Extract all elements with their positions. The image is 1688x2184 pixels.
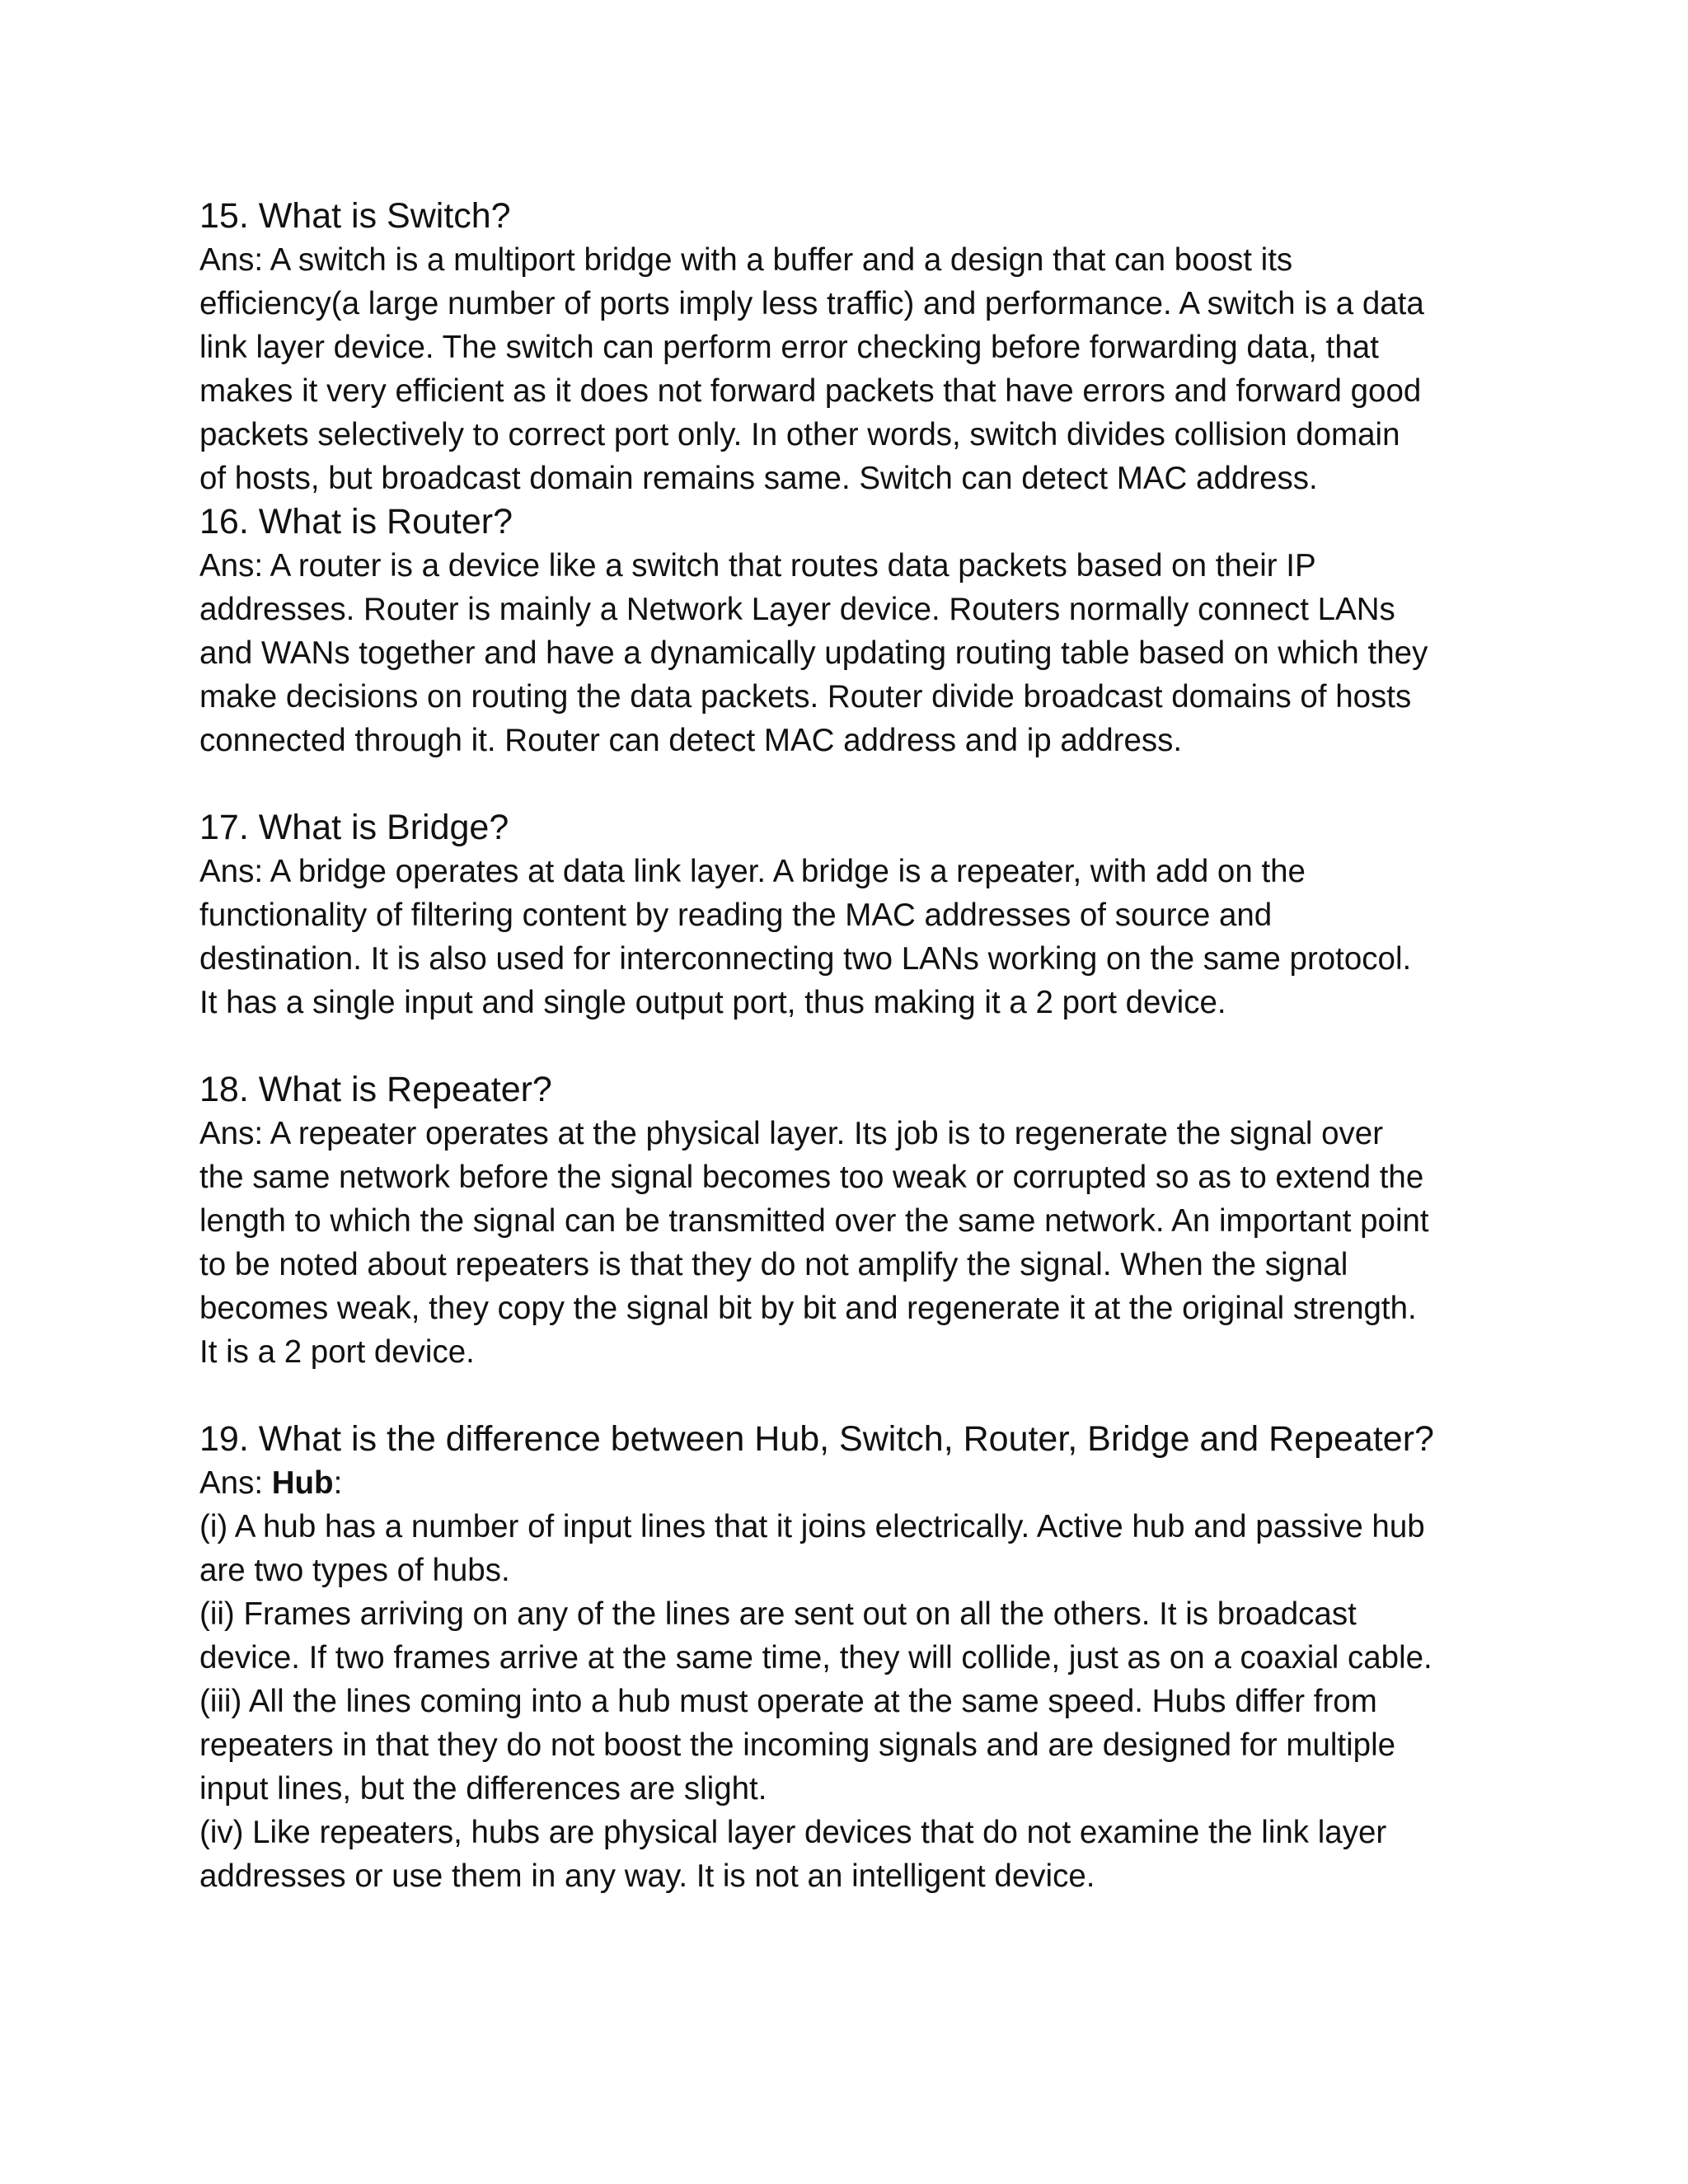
answer-line: destination. It is also used for interconnecting two LANs working on the same protocol. — [199, 941, 1412, 977]
answer-line: device. If two frames arrive at the same time, they will collide, just as on a coaxial cable. — [199, 1640, 1432, 1675]
answer-line: the same network before the signal becomes too weak or corrupted so as to extend the — [199, 1160, 1424, 1195]
answer-line: repeaters in that they do not boost the incoming signals and are designed for multiple — [199, 1727, 1396, 1763]
question-heading: 19. What is the difference between Hub, Switch, Router, Bridge and Repeater? — [199, 1419, 1434, 1459]
answer-line: (i) A hub has a number of input lines that it joins electrically. Active hub and passive hub — [199, 1509, 1425, 1544]
answer-line: connected through it. Router can detect MAC address and ip address. — [199, 723, 1183, 758]
answer-line: to be noted about repeaters is that they do not amplify the signal. When the signal — [199, 1247, 1348, 1282]
answer-line: input lines, but the differences are slight. — [199, 1771, 767, 1807]
answer-line: make decisions on routing the data packets. Router divide broadcast domains of hosts — [199, 679, 1412, 715]
section-device-differences — [199, 1418, 1543, 1898]
answer-line: (iii) All the lines coming into a hub must operate at the same speed. Hubs differ from — [199, 1684, 1377, 1719]
answer-line: (iv) Like repeaters, hubs are physical layer devices that do not examine the link layer — [199, 1815, 1387, 1850]
section-bridge — [199, 806, 1543, 1024]
question-heading: 18. What is Repeater? — [199, 1070, 552, 1109]
answer-line: functionality of filtering content by reading the MAC addresses of source and — [199, 898, 1273, 933]
answer-suffix: : — [333, 1465, 343, 1501]
answer-line: becomes weak, they copy the signal bit by bit and regenerate it at the original strength. — [199, 1291, 1417, 1326]
answer-line: makes it very efficient as it does not forward packets that have errors and forward good — [199, 373, 1422, 409]
paragraph-gap — [199, 1374, 1543, 1418]
answer-line: packets selectively to correct port only. In other words, switch divides collision domain — [199, 417, 1400, 452]
answer-line: addresses or use them in any way. It is not an intelligent device. — [199, 1858, 1095, 1894]
question-heading: 15. What is Switch? — [199, 196, 511, 236]
answer-intro — [199, 1461, 1543, 1505]
answer-line: Ans: A switch is a multiport bridge with a buffer and a design that can boost its — [199, 242, 1293, 278]
document-page — [199, 194, 1543, 1898]
answer-line: It is a 2 port device. — [199, 1334, 475, 1370]
question-heading: 17. What is Bridge? — [199, 808, 509, 847]
section-repeater — [199, 1068, 1543, 1374]
answer-line: It has a single input and single output port, thus making it a 2 port device. — [199, 985, 1226, 1020]
question-heading: 16. What is Router? — [199, 502, 513, 541]
answer-line: Ans: A repeater operates at the physical layer. Its job is to regenerate the signal over — [199, 1116, 1384, 1151]
answer-line: Ans: A bridge operates at data link layer. A bridge is a repeater, with add on the — [199, 854, 1306, 889]
paragraph-gap — [199, 1024, 1543, 1068]
answer-line: addresses. Router is mainly a Network Layer device. Routers normally connect LANs — [199, 592, 1395, 627]
answer-line: Ans: A router is a device like a switch that routes data packets based on their IP — [199, 548, 1316, 583]
answer-line: are two types of hubs. — [199, 1553, 510, 1588]
answer-line: and WANs together and have a dynamically updating routing table based on which they — [199, 635, 1428, 671]
answer-line: of hosts, but broadcast domain remains same. Switch can detect MAC address. — [199, 461, 1318, 496]
answer-line: efficiency(a large number of ports imply less traffic) and performance. A switch is a data — [199, 286, 1424, 321]
answer-prefix: Ans: — [199, 1465, 272, 1501]
answer-line: length to which the signal can be transmitted over the same network. An important point — [199, 1203, 1429, 1239]
answer-line: link layer device. The switch can perform error checking before forwarding data, that — [199, 330, 1379, 365]
section-router — [199, 500, 1543, 762]
section-switch — [199, 194, 1543, 500]
hub-subheading: Hub — [271, 1465, 334, 1501]
paragraph-gap — [199, 762, 1543, 806]
answer-line: (ii) Frames arriving on any of the lines are sent out on all the others. It is broadcast — [199, 1596, 1357, 1632]
